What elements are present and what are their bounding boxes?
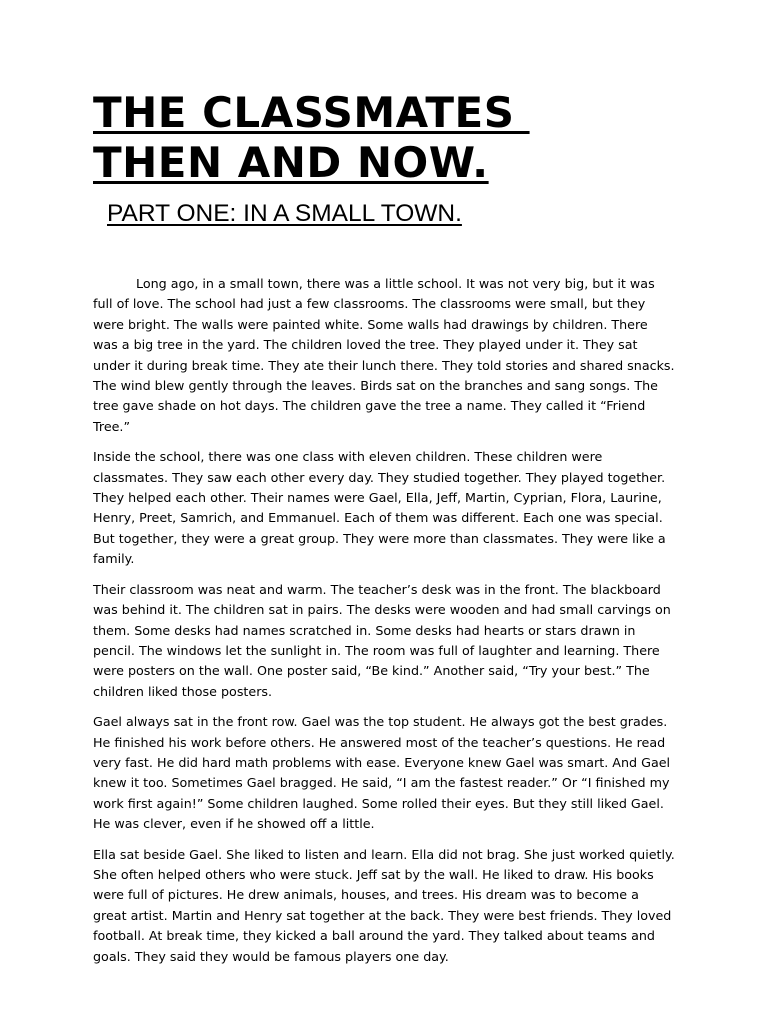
document-body	[93, 274, 675, 977]
paragraph-3: Their classroom was neat and warm. The teacher’s desk was in the front. The blackboard was behind it. The children sat in pairs. The desks were wooden and had small carvings on them. Some desks had names scratched in. Some desks had hearts or stars drawn in pencil. The windows let the sunlight in. The room was full of laughter and learning. There were posters on the wall. One poster said, “Be kind.” Another said, “Try your best.” The children liked those posters.	[93, 581, 671, 699]
title-line-2-text: THEN AND NOW.	[93, 138, 489, 187]
paragraph-1: Long ago, in a small town, there was a little school. It was not very big, but it was full of love. The school had just a few classrooms. The classrooms were small, but they were bright. The walls were painted white. Some walls had drawings by children. There was a big tree in the yard. The children loved the tree. They played under it. They sat under it during break time. They ate their lunch there. They told stories and shared snacks. The wind blew gently through the leaves. Birds sat on the branches and sang songs. The tree gave shade on hot days. The children gave the tree a name. They called it “Friend Tree.”	[93, 276, 675, 434]
paragraph-2: Inside the school, there was one class with eleven children. These children were classmates. They saw each other every day. They studied together. They played together. They helped each other. Their names were Gael, Ella, Jeff, Martin, Cyprian, Flora, Laurine, Henry, Preet, Samrich, and Emmanuel. Each of them was different. Each one was special. But together, they were a great group. They were more than classmates. They were like a family.	[93, 449, 666, 567]
title-line-1	[93, 88, 653, 138]
title-line-2	[93, 138, 653, 188]
document-title	[93, 88, 653, 188]
title-line-1-text: THE CLASSMATES	[93, 88, 530, 137]
paragraph-4: Gael always sat in the front row. Gael was the top student. He always got the best grades. He finished his work before others. He answered most of the teacher’s questions. He read very fast. He did hard math problems with ease. Everyone knew Gael was smart. And Gael knew it too. Sometimes Gael bragged. He said, “I am the fastest reader.” Or “I finished my work first again!” Some children laughed. Some rolled their eyes. But they still liked Gael. He was clever, even if he showed off a little.	[93, 714, 671, 832]
paragraph-5: Ella sat beside Gael. She liked to listen and learn. Ella did not brag. She just worked quietly. She often helped others who were stuck. Jeff sat by the wall. He liked to draw. His books were full of pictures. He drew animals, houses, and trees. His dream was to become a great artist. Martin and Henry sat together at the back. They were best friends. They loved football. At break time, they kicked a ball around the yard. They talked about teams and goals. They said they would be famous players one day.	[93, 846, 675, 964]
document-subtitle: PART ONE: IN A SMALL TOWN.	[107, 200, 462, 227]
